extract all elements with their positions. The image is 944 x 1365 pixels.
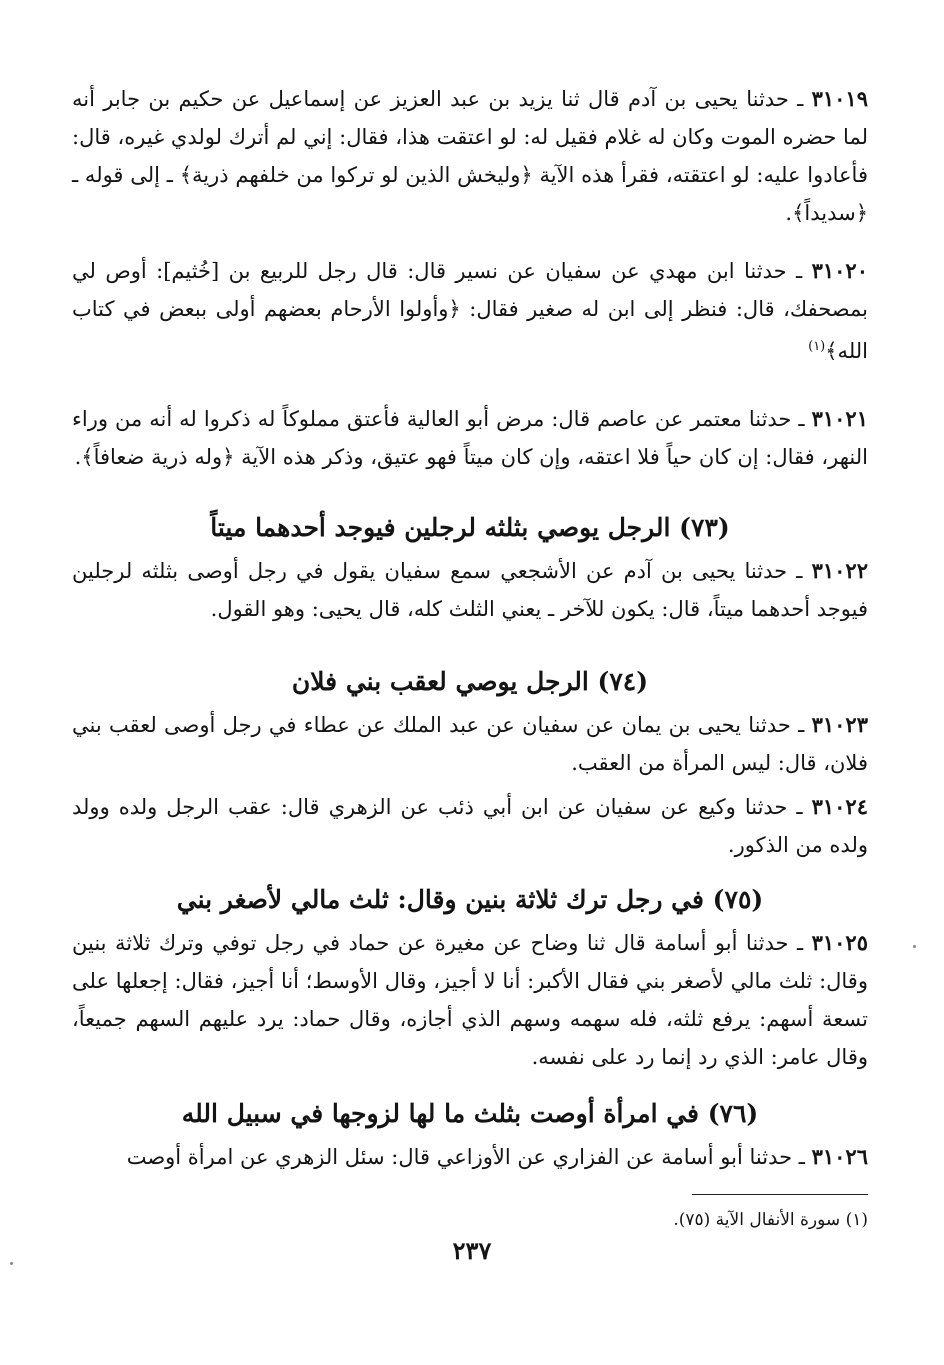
hadith-31024 (72, 788, 868, 864)
hadith-number: ٣١٠٢٦ (811, 1144, 868, 1169)
hadith-31025 (72, 924, 868, 1076)
page-number: ٢٣٧ (452, 1236, 492, 1265)
hadith-31026 (72, 1138, 868, 1176)
hadith-text: ـ حدثنا وكيع عن سفيان عن ابن أبي ذئب عن الزهري قال: عقب الرجل ولده وولد ولده من الذكور. (72, 795, 868, 857)
hadith-31022 (72, 552, 868, 628)
section-heading-76: (٧٦) في امرأة أوصت بثلث ما لها لزوجها في سبيل الله (181, 1099, 759, 1128)
hadith-text: ـ حدثنا يحيى بن يمان عن سفيان عن عبد الملك عن عطاء في رجل أوصى لعقب بني فلان، قال: ليس المرأة من العقب. (72, 713, 868, 775)
hadith-number: ٣١٠٢٢ (811, 558, 868, 583)
section-heading-74: (٧٤) الرجل يوصي لعقب بني فلان (291, 667, 649, 696)
scan-speck (913, 945, 916, 948)
footnote-reference: (١) (808, 339, 826, 354)
hadith-text: ـ حدثنا ابن مهدي عن سفيان عن نسير قال: قال رجل للربيع بن [خُثيم]: أوص لي بمصحفك، قال: فنظر إلى ابن له صغير فقال: ﴿وأولوا الأرحام بعضهم أولى ببعض في كتاب الله﴾ (72, 259, 868, 363)
section-heading-75: (٧٥) في رجل ترك ثلاثة بنين وقال: ثلث مالي لأصغر بني (176, 885, 764, 914)
hadith-number: ٣١٠١٩ (811, 86, 868, 111)
footnote: (١) سورة الأنفال الآية (٧٥). (673, 1210, 868, 1230)
hadith-number: ٣١٠٢٣ (811, 712, 868, 737)
hadith-31019 (72, 80, 868, 232)
hadith-31023 (72, 706, 868, 782)
hadith-text: ـ حدثنا معتمر عن عاصم قال: مرض أبو العالية فأعتق مملوكاً له ذكروا له أنه من وراء النهر، فقال: إن كان حياً فلا اعتقه، وإن كان ميتاً فهو عتيق، وذكر هذه الآية ﴿وله ذرية ضعافاً﴾. (72, 407, 868, 469)
section-heading-73: (٧٣) الرجل يوصي بثلثه لرجلين فيوجد أحدهما ميتاً (210, 513, 730, 542)
hadith-number: ٣١٠٢٥ (811, 930, 868, 955)
hadith-text: ـ حدثنا يحيى بن آدم قال ثنا يزيد بن عبد العزيز عن إسماعيل عن حكيم بن جابر أنه لما حضره الموت وكان له غلام فقيل له: لو اعتقت هذا، فقال: إني لم أترك لولدي غيره، قال: فأعادوا عليه: لو اعتقته، فقرأ هذه الآية ﴿وليخش الذين لو تركوا من خلفهم ذرية﴾ ـ إلى قوله ـ ﴿سديداً﴾. (72, 87, 868, 225)
hadith-31020 (72, 252, 868, 370)
hadith-text: ـ حدثنا أبو أسامة عن الفزاري عن الأوزاعي قال: سئل الزهري عن امرأة أوصت (126, 1145, 812, 1169)
hadith-number: ٣١٠٢١ (811, 406, 868, 431)
hadith-number: ٣١٠٢٤ (811, 794, 868, 819)
hadith-text: ـ حدثنا أبو أسامة قال ثنا وضاح عن مغيرة عن حماد في رجل توفي وترك ثلاثة بنين وقال: ثلث مالي لأصغر بني فقال الأكبر: أنا لا أجيز، وقال الأوسط؛ أنا أجيز، فقال: إجعلها على تسعة أسهم: يرفع ثلثه، فله سهمه وسهم الذي أجازه، وقال حماد: يرد عليهم السهم جميعاً، وقال عامر: الذي رد إنما رد على نفسه. (72, 931, 868, 1069)
hadith-31021 (72, 400, 868, 476)
hadith-text: ـ حدثنا يحيى بن آدم عن الأشجعي سمع سفيان يقول في رجل أوصى بثلثه لرجلين فيوجد أحدهما ميتاً، قال: يكون للآخر ـ يعني الثلث كله، قال يحيى: وهو القول. (72, 559, 868, 621)
scan-speck (10, 1262, 13, 1265)
page-body (72, 78, 868, 1176)
hadith-number: ٣١٠٢٠ (811, 258, 868, 283)
footnote-divider (692, 1194, 868, 1195)
